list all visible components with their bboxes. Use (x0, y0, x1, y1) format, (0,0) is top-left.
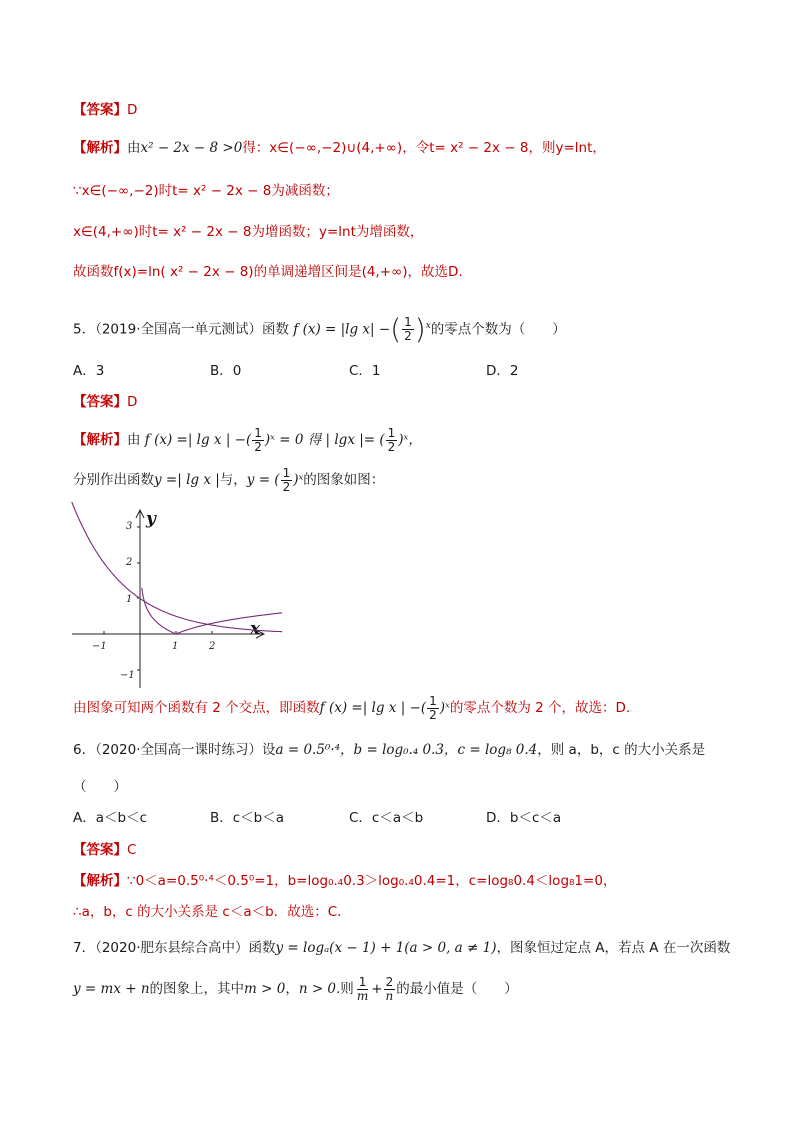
q5-function: f (x) = |lg x| − (293, 321, 391, 338)
q7-stem-text: 的最小值是（ ） (396, 981, 518, 997)
q5-stem-text: 5．（2019·全国高一单元测试）函数 (73, 321, 289, 338)
q7-stem-text: 的图象上，其中 (149, 981, 245, 997)
x-tick-label: −1 (92, 641, 107, 652)
frac-num: 2 (385, 974, 394, 989)
q6-option-b[interactable]: B．c＜b＜a (210, 810, 285, 826)
q6-stem-paren: （ ） (73, 779, 127, 795)
q5-stem-text: 的零点个数为（ ） (430, 321, 566, 338)
frac-den: n (385, 988, 394, 1003)
q4-analysis-text: t= x² − 2x − 8，则 (429, 140, 556, 156)
y-tick-label: 3 (126, 521, 133, 532)
fraction (384, 976, 396, 1003)
frac-den: m (356, 988, 369, 1003)
y-tick-label: 1 (126, 594, 133, 605)
frac-num: 1 (429, 693, 437, 708)
q5-analysis-text: 由 (127, 432, 141, 448)
q6-option-c[interactable]: C．c＜a＜b (349, 810, 424, 826)
fraction (427, 695, 439, 722)
q6-option-d[interactable]: D．b＜c＜a (486, 810, 562, 826)
q4-analysis-text: 得：x∈(−∞,−2)∪(4,+∞)，令 (242, 140, 430, 156)
q6-answer-line (73, 840, 136, 860)
q6-stem-text: 6．（2020·全国高一课时练习）设 (73, 742, 276, 758)
q7-stem-text: .则 (336, 981, 354, 997)
q5-draw-expr: y = ( (246, 472, 280, 488)
q5-conclusion-text: 的零点个数为 2 个，故选：D. (449, 700, 631, 716)
q5-option-c[interactable]: C．1 (349, 363, 381, 379)
q6-analysis-line-1 (73, 871, 616, 891)
q5-draw-text: 分别作出函数 (73, 472, 154, 488)
paren-close: ) (414, 312, 426, 346)
frac-num: 1 (404, 315, 412, 329)
q6-expr: a = 0.5⁰·⁴，b = log₀.₄ 0.3，c = log₈ 0.4 (275, 742, 538, 758)
frac-den: 2 (387, 439, 396, 454)
q5-draw-line (73, 465, 384, 495)
q4-analysis-text: 由 (127, 140, 141, 156)
q7-stem-line-2 (73, 974, 518, 1004)
q5-draw-text: 的图象如图： (303, 472, 385, 488)
q5-draw-expr: )ˣ (293, 472, 304, 488)
frac-den: 2 (254, 439, 262, 454)
q6-answer: C (127, 842, 137, 858)
q5-analysis-line (73, 425, 422, 455)
q4-answer: D (127, 102, 138, 118)
frac-num: 1 (254, 425, 262, 440)
q7-stem-text: ， (285, 981, 299, 997)
q5-conclusion-expr: )ˣ (439, 700, 450, 716)
q6-analysis-text: ∵0＜a=0.5⁰·⁴＜0.5⁰=1，b=log₀.₄0.3＞log₀.₄0.4=1，c=log₈0.4＜log₈1=0， (127, 873, 617, 889)
q6-option-a[interactable]: A．a＜b＜c (73, 810, 147, 826)
q7-stem-line-1 (73, 938, 730, 958)
q4-answer-line (73, 100, 137, 120)
q7-linear-expr: y = mx + n (73, 981, 150, 997)
x-tick-label: 2 (209, 641, 216, 652)
q7-cond-n: n > 0 (298, 981, 337, 997)
frac-num: 1 (358, 974, 367, 989)
x-tick-label: 1 (172, 641, 179, 652)
q5-option-a[interactable]: A．3 (73, 363, 105, 379)
q5-analysis-expr: )ˣ， (398, 432, 422, 448)
q5-answer-line (73, 392, 137, 412)
q5-conclusion-expr: f (x) =| lg x | −( (319, 700, 427, 716)
frac-num: 1 (282, 465, 291, 480)
q5-analysis-expr: f (x) =| lg x | −( (144, 432, 252, 448)
analysis-tag: 【解析】 (73, 432, 127, 448)
q4-analysis-text: y=lnt， (555, 140, 606, 156)
frac-den: 2 (429, 707, 437, 722)
q6-stem-text: ，则 a，b，c 的大小关系是 (537, 742, 706, 758)
q5-analysis-expr: )ˣ = 0 得 | lgx |= ( (264, 432, 385, 448)
analysis-tag: 【解析】 (73, 873, 127, 889)
frac-num: 1 (387, 425, 396, 440)
q5-stem (73, 309, 566, 347)
q6-analysis-line-2: ∴a，b，c 的大小关系是 c＜a＜b．故选：C． (73, 904, 351, 920)
analysis-tag: 【解析】 (73, 140, 127, 156)
q5-draw-text: 与， (219, 472, 247, 488)
q4-analysis-line-1 (73, 138, 606, 158)
function-graph (68, 502, 288, 690)
x-axis-label: x (250, 619, 261, 639)
y-tick-label: −1 (120, 670, 135, 681)
q4-analysis-line-3: x∈(4,+∞)时t= x² − 2x − 8为增函数；y=lnt为增函数， (73, 224, 424, 240)
paren-open: ( (390, 312, 402, 346)
fraction (402, 316, 414, 343)
y-tick-label: 2 (126, 557, 133, 568)
exp-curve (72, 502, 283, 632)
answer-tag: 【答案】 (73, 842, 127, 858)
q7-expr: y = logₐ(x − 1) + 1(a > 0, a ≠ 1) (275, 940, 497, 956)
fraction (355, 976, 370, 1003)
y-axis-label: y (146, 509, 156, 529)
q7-stem-text: 7．（2020·肥东县综合高中）函数 (73, 940, 276, 956)
q5-conclusion-text: 由图象可知两个函数有 2 个交点，即函数 (73, 700, 320, 716)
frac-den: 2 (282, 479, 291, 494)
answer-tag: 【答案】 (73, 394, 127, 410)
fraction (252, 427, 264, 454)
q5-draw-expr: y =| lg x | (154, 472, 220, 488)
answer-tag: 【答案】 (73, 102, 127, 118)
fraction (281, 467, 293, 494)
q4-analysis-line-2: ∵x∈(−∞,−2)时t= x² − 2x − 8为减函数； (73, 183, 339, 199)
plus-sign: + (371, 981, 383, 997)
q7-cond-m: m > 0 (244, 981, 286, 997)
fraction (386, 427, 398, 454)
exponent: x (425, 321, 431, 331)
q6-stem (73, 740, 705, 760)
q4-analysis-line-4: 故函数f(x)=ln( x² − 2x − 8)的单调递增区间是(4,+∞)，故选D. (73, 264, 463, 280)
frac-den: 2 (404, 329, 412, 343)
q5-answer: D (127, 394, 138, 410)
q4-inequality: x² − 2x − 8 >0 (140, 140, 243, 156)
q7-stem-text: ，图象恒过定点 A，若点 A 在一次函数 (496, 940, 731, 956)
q5-conclusion (73, 693, 630, 723)
q5-option-b[interactable]: B．0 (210, 363, 242, 379)
q5-option-d[interactable]: D．2 (486, 363, 519, 379)
